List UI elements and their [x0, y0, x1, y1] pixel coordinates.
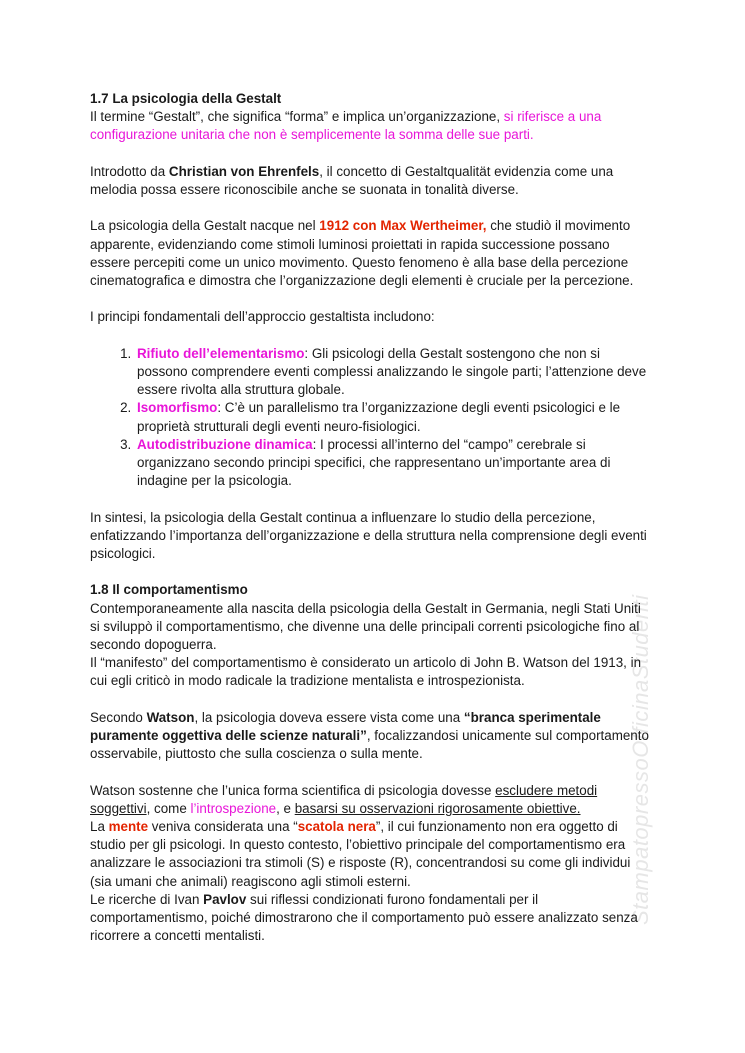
paragraph-summary: In sintesi, la psicologia della Gestalt continua a influenzare lo studio della percezione, enfatizzando l’importanza dell’organizzazione e della struttura nella comprensione degli eventi psicologici.: [90, 509, 647, 561]
text-run: ”, il cui funzionamento non era oggetto di studio per gli psicologi. In questo contesto, l’obiettivo principale del comportamentismo era analizzare le associazioni tra stimoli (S) e risposte (R), concentrandosi su come gli individui (sia umani che animali) reagiscono agli stimoli esterni.: [90, 819, 631, 889]
section-title-1-7: 1.7 La psicologia della Gestalt: [90, 91, 282, 106]
list-term: Rifiuto dell’elementarismo: [137, 345, 305, 361]
highlight-word: mente: [108, 819, 149, 834]
text-run: che studiò il movimento apparente, evidenziando come stimoli luminosi proiettati in rapida successione possano essere percepiti come un unico movimento. Questo fenomeno è alla base della percezione cinematografica e dimostra che l’organizzazione degli elementi è cruciale per la percezione.: [90, 218, 634, 288]
highlight-date-name: 1912 con Max Wertheimer,: [319, 218, 487, 234]
section-behaviorism-intro: [90, 581, 650, 690]
text-run: , e: [276, 800, 295, 816]
bold-quote: “branca sperimentale puramente oggettiva delle scienze naturali”: [90, 709, 601, 743]
text-run: sui riflessi condizionati furono fondamentali per il comportamentismo, poiché dimostrarono che il comportamento può essere analizzato senza ricorrere a concetti mentalisti.: [90, 891, 638, 944]
underlined-text: basarsi su osservazioni rigorosamente obiettive.: [294, 800, 581, 816]
section-title-1-8: 1.8 Il comportamentismo: [90, 582, 248, 598]
text-run: , la psicologia doveva essere vista come una: [194, 709, 464, 725]
bold-name: Christian von Ehrenfels: [168, 163, 320, 179]
section-gestalt-intro: [90, 90, 650, 145]
underlined-text: escludere metodi soggettivi: [90, 782, 598, 816]
paragraph-watson: [90, 709, 650, 764]
list-item: [135, 436, 650, 491]
highlight-text: l’introspezione: [190, 800, 277, 816]
list-text: : Gli psicologi della Gestalt sostengono che non si possono comprendere eventi complessi analizzando le singole parti; l’attenzione deve essere rivolta alla struttura globale.: [137, 345, 647, 398]
text-run: Secondo: [90, 709, 147, 725]
highlight-word: scatola nera: [297, 819, 376, 834]
text-run: veniva considerata una “: [148, 819, 298, 834]
paragraph-gestalt-definition: [90, 108, 650, 144]
text-run: , come: [146, 800, 191, 816]
document-page: [90, 90, 650, 945]
bold-name: Watson: [146, 709, 195, 725]
text-run: Introdotto da: [90, 163, 169, 179]
list-item: [135, 345, 650, 400]
paragraph-pavlov: [90, 891, 650, 946]
paragraph-wertheimer: [90, 217, 650, 290]
list-term: Isomorfismo: [137, 400, 218, 416]
text-run: Watson sostenne che l’unica forma scientifica di psicologia dovesse: [90, 782, 496, 798]
text-run: Le ricerche di Ivan: [90, 891, 204, 907]
paragraph-black-box: [90, 818, 650, 891]
text-run: , il concetto di Gestaltqualität evidenzia come una melodia possa essere riconoscibile anche se suonata in tonalità diverse.: [90, 163, 614, 197]
paragraph-ehrenfels: [90, 163, 650, 199]
text-run: La psicologia della Gestalt nacque nel: [90, 218, 320, 234]
paragraph-methods: [90, 782, 650, 818]
list-text: : I processi all’interno del “campo” cerebrale si organizzano secondo principi specifici, che rappresentano un’importante area di indagine per la psicologia.: [137, 436, 611, 489]
paragraph-manifesto: Il “manifesto” del comportamentismo è considerato un articolo di John B. Watson del 1913, in cui egli criticò in modo radicale la tradizione mentalista e introspezionista.: [90, 655, 642, 689]
watermark-text: StampatopressoOfficinaStudenti: [628, 594, 653, 925]
highlight-text: si riferisce a una configurazione unitaria che non è semplicemente la somma delle sue parti.: [90, 109, 602, 143]
bold-name: Pavlov: [203, 891, 247, 907]
principles-list: [90, 345, 650, 491]
list-term: Autodistribuzione dinamica: [137, 436, 313, 452]
text-run: , focalizzandosi unicamente sul comportamento osservabile, piuttosto che sulla coscienza o sulla mente.: [90, 728, 649, 762]
list-item: [135, 399, 650, 435]
text-run: Il termine “Gestalt”, che significa “forma” e implica un’organizzazione,: [90, 109, 504, 125]
paragraph-behaviorism-origin: Contemporaneamente alla nascita della psicologia della Gestalt in Germania, negli Stati Uniti si sviluppò il comportamentismo, che divenne una delle principali correnti psicologiche fino al secondo dopoguerra.: [90, 600, 641, 652]
list-text: : C’è un parallelismo tra l’organizzazione degli eventi psicologici e le proprietà strutturali degli eventi neuro-fisiologici.: [137, 400, 621, 434]
paragraph-principles-intro: I principi fondamentali dell’approccio gestaltista includono:: [90, 309, 435, 325]
text-run: La: [90, 819, 109, 834]
